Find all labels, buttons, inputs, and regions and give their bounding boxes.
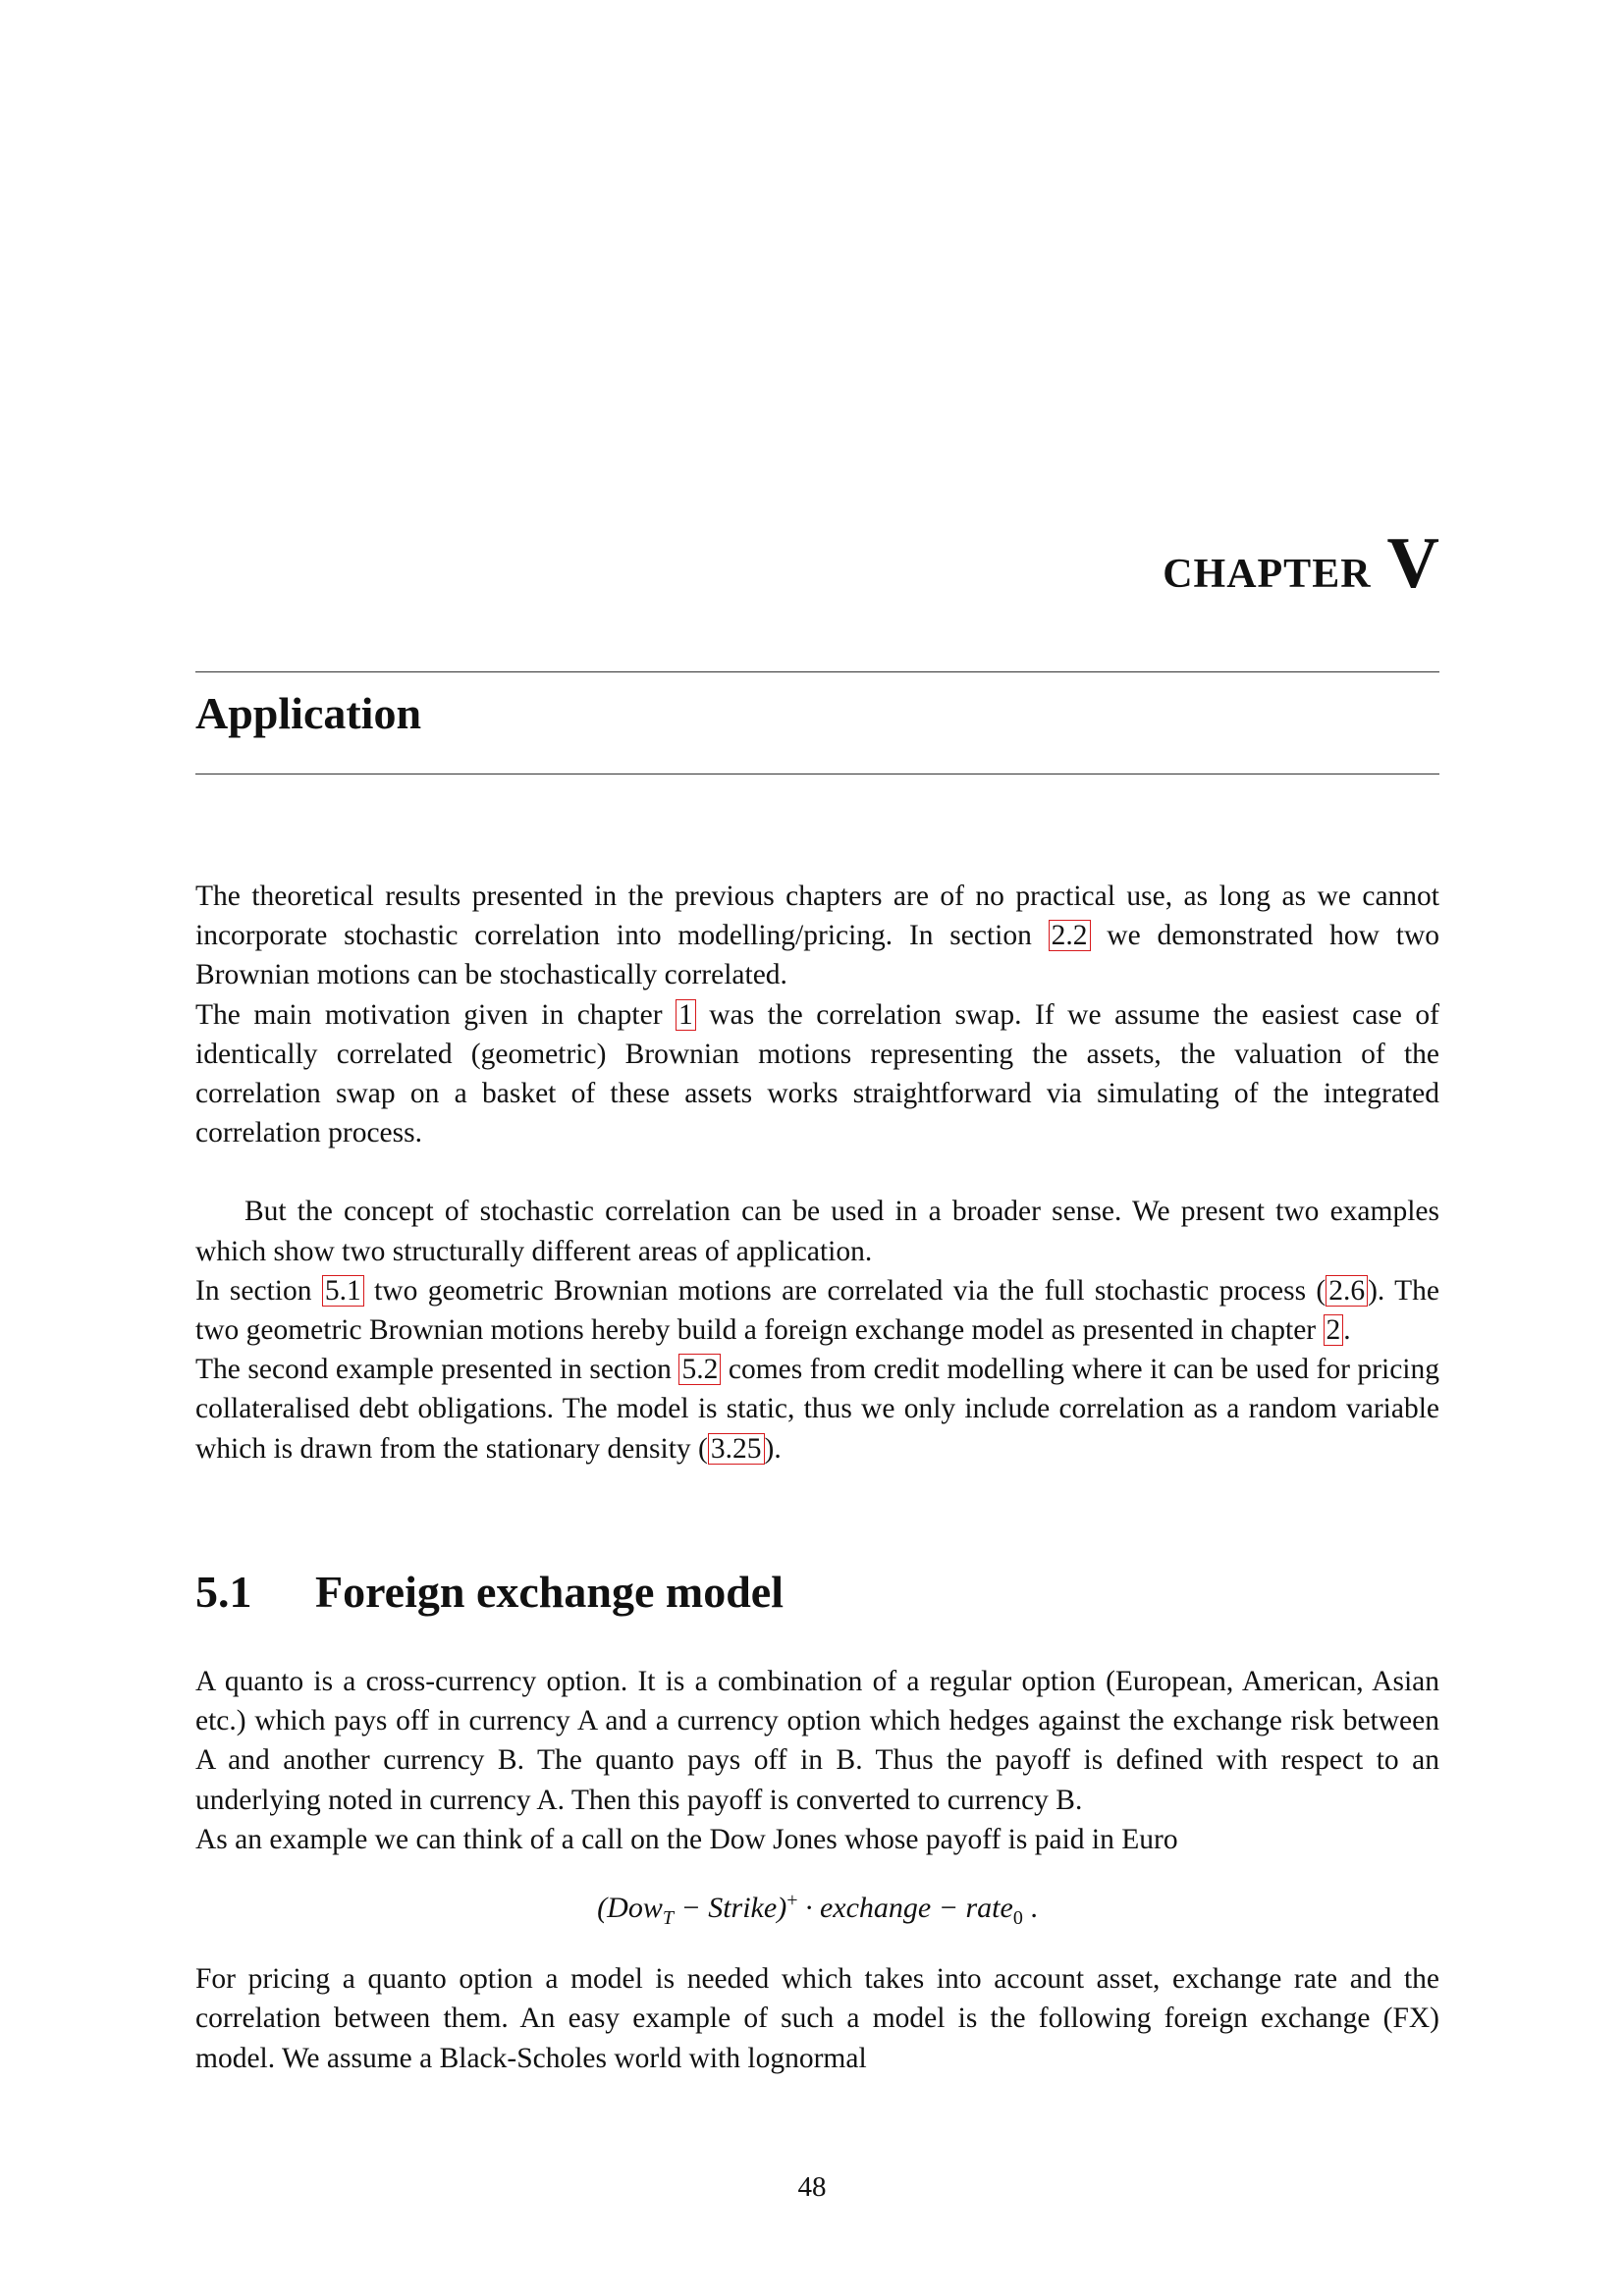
section-paragraph-2: As an example we can think of a call on the Dow Jones whose payoff is paid in Euro: [195, 1823, 1178, 1855]
chapter-label: [1163, 522, 1439, 606]
chapter-link[interactable]: 1: [676, 999, 696, 1031]
chapter-word: chapter: [1163, 535, 1372, 600]
chapter-top-rule: [195, 671, 1439, 672]
chapter-title: Application: [195, 688, 422, 738]
equation-link[interactable]: 3.25: [708, 1433, 765, 1465]
equation-link[interactable]: 2.6: [1326, 1275, 1368, 1307]
intro-paragraph-3: But the concept of stochastic correlation can be used in a broader sense. We present two examples which show two structurally different areas of application.: [195, 1196, 1439, 1267]
intro-paragraph-5: The second example presented in section 5.2 comes from credit modelling where it can be used for pricing collateralised debt obligations. The model is static, thus we only include correlation as a random variable which is drawn from the stationary density ( 3.25 ).: [195, 1354, 1439, 1465]
intro-paragraph-4: In section 5.1 two geometric Brownian motions are correlated via the full stochastic process ( 2.6 ). The two geometric Brownian motions hereby build a foreign exchange model as presented in chapter 2 .: [195, 1274, 1439, 1347]
intro-paragraph-2: The main motivation given in chapter 1 was the correlation swap. If we assume the easiest case of identically correlated (geometric) Brownian motions representing the assets, the valuation of the correlation swap on a basket of these assets works straightforward via simulating of the integrated correlation process.: [195, 998, 1439, 1149]
section-number: 5.1: [195, 1567, 252, 1617]
paragraph-gap: [195, 1152, 1439, 1192]
section-paragraph-1: A quanto is a cross-currency option. It is a combination of a regular option (European, American, Asian etc.) which pays off in currency A and a currency option which hedges against the exchange risk between A and another currency B. The quanto pays off in B. Thus the payoff is defined with respect to an underlying noted in currency A. Then this payoff is converted to currency B.: [195, 1666, 1439, 1816]
section-link[interactable]: 5.2: [678, 1354, 721, 1385]
page-number: 48: [797, 2171, 827, 2203]
intro-paragraph-1: The theoretical results presented in the previous chapters are of no practical use, as long as we cannot incorporate stochastic correlation into modelling/pricing. In section 2.2 we demonstrated how two Brownian motions can be stochastically correlated.: [195, 881, 1439, 991]
section-paragraph-3: For pricing a quanto option a model is needed which takes into account asset, exchange rate and the correlation between them. An easy example of such a model is the following foreign exchange (FX) model. We assume a Black-Scholes world with lognormal: [195, 1963, 1439, 2074]
section-title: Foreign exchange model: [315, 1567, 784, 1617]
section-link[interactable]: 5.1: [322, 1275, 364, 1307]
payoff-formula: (Dow$_T$ − Strike)+ · exchange − rate$_0$ .: [597, 1890, 1038, 1930]
chapter-link[interactable]: 2: [1324, 1314, 1344, 1346]
section-link[interactable]: 2.2: [1049, 920, 1091, 951]
intro-text: [195, 877, 1439, 1468]
chapter-number: V: [1386, 523, 1439, 604]
section-text: [195, 1662, 1439, 2078]
section-heading: [195, 1566, 784, 1618]
